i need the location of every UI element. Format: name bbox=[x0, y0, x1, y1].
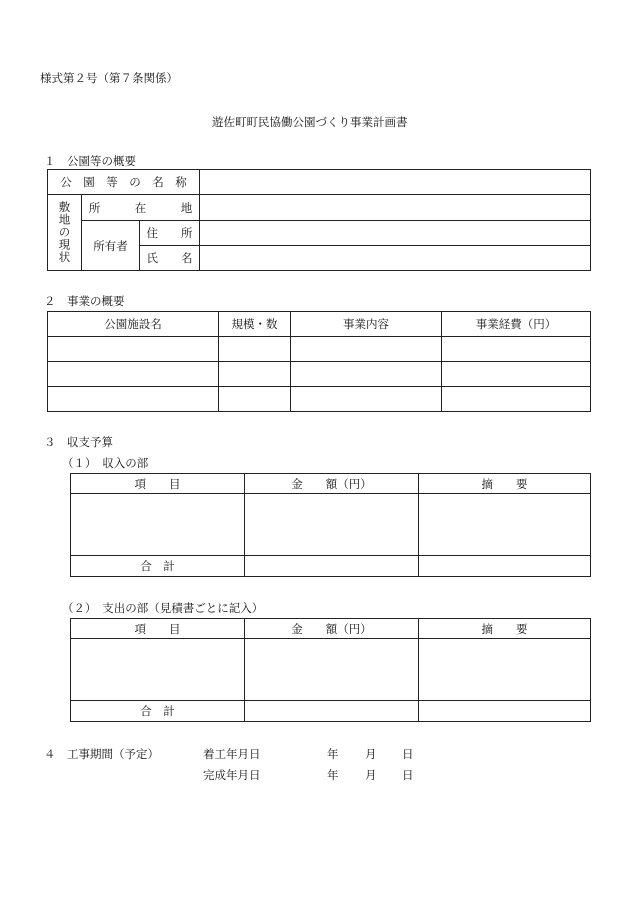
income-remarks-cell[interactable] bbox=[419, 494, 591, 556]
location-field[interactable] bbox=[200, 195, 591, 221]
owner-address-label: 住 所 bbox=[140, 221, 200, 246]
end-date-label: 完成年月日 bbox=[203, 768, 261, 782]
scale-cell[interactable] bbox=[219, 387, 291, 412]
start-month-unit: 月 bbox=[365, 747, 377, 761]
content-cell[interactable] bbox=[291, 337, 442, 362]
table-row bbox=[71, 494, 591, 556]
income-heading: （１） 収入の部 bbox=[62, 456, 149, 470]
expense-table bbox=[70, 618, 591, 722]
facility-name-cell[interactable] bbox=[48, 362, 219, 387]
section3-heading: ３ 収支予算 bbox=[44, 435, 113, 449]
content-cell[interactable] bbox=[291, 362, 442, 387]
cost-cell[interactable] bbox=[442, 387, 591, 412]
expense-total-label: 合 計 bbox=[71, 701, 245, 722]
table-row bbox=[71, 639, 591, 701]
start-date-label: 着工年月日 bbox=[203, 747, 261, 761]
section2-heading: ２ 事業の概要 bbox=[44, 294, 125, 308]
income-total-label: 合 計 bbox=[71, 556, 245, 577]
end-day-unit: 日 bbox=[402, 768, 414, 782]
site-status-label: 敷地の現状 bbox=[48, 195, 82, 271]
header-scale-count: 規模・数 bbox=[219, 312, 291, 337]
expense-header-amount: 金 額（円） bbox=[245, 619, 419, 639]
expense-header-item: 項 目 bbox=[71, 619, 245, 639]
table-row bbox=[48, 387, 591, 412]
document-title: 遊佐町町民協働公園づくり事業計画書 bbox=[212, 115, 408, 129]
table-row bbox=[48, 362, 591, 387]
content-cell[interactable] bbox=[291, 387, 442, 412]
owner-label: 所有者 bbox=[82, 221, 140, 271]
park-name-label: 公 園 等 の 名 称 bbox=[48, 170, 200, 195]
cost-cell[interactable] bbox=[442, 362, 591, 387]
income-table bbox=[70, 473, 591, 577]
header-project-cost: 事業経費（円） bbox=[442, 312, 591, 337]
income-item-cell[interactable] bbox=[71, 494, 245, 556]
income-header-remarks: 摘 要 bbox=[419, 474, 591, 494]
expense-heading: （２） 支出の部（見積書ごとに記入） bbox=[62, 601, 264, 615]
cost-cell[interactable] bbox=[442, 337, 591, 362]
table-row bbox=[48, 337, 591, 362]
income-total-amount[interactable] bbox=[245, 556, 419, 577]
expense-amount-cell[interactable] bbox=[245, 639, 419, 701]
facility-name-cell[interactable] bbox=[48, 337, 219, 362]
income-amount-cell[interactable] bbox=[245, 494, 419, 556]
section4-heading: ４ 工事期間（予定） bbox=[44, 747, 159, 761]
form-number: 様式第２号（第７条関係） bbox=[40, 71, 178, 85]
scale-cell[interactable] bbox=[219, 362, 291, 387]
income-header-item: 項 目 bbox=[71, 474, 245, 494]
expense-total-remarks[interactable] bbox=[419, 701, 591, 722]
owner-address-field[interactable] bbox=[200, 221, 591, 246]
location-label: 所 在 地 bbox=[82, 195, 200, 221]
header-facility-name: 公園施設名 bbox=[48, 312, 219, 337]
park-name-field[interactable] bbox=[200, 170, 591, 195]
expense-item-cell[interactable] bbox=[71, 639, 245, 701]
start-year-unit: 年 bbox=[327, 747, 339, 761]
expense-total-amount[interactable] bbox=[245, 701, 419, 722]
scale-cell[interactable] bbox=[219, 337, 291, 362]
expense-header-remarks: 摘 要 bbox=[419, 619, 591, 639]
owner-name-label: 氏 名 bbox=[140, 246, 200, 271]
income-total-remarks[interactable] bbox=[419, 556, 591, 577]
start-day-unit: 日 bbox=[402, 747, 414, 761]
expense-remarks-cell[interactable] bbox=[419, 639, 591, 701]
end-year-unit: 年 bbox=[327, 768, 339, 782]
owner-name-field[interactable] bbox=[200, 246, 591, 271]
park-overview-table bbox=[47, 169, 591, 271]
header-project-content: 事業内容 bbox=[291, 312, 442, 337]
end-month-unit: 月 bbox=[365, 768, 377, 782]
facility-name-cell[interactable] bbox=[48, 387, 219, 412]
project-overview-table bbox=[47, 311, 591, 412]
section1-heading: １ 公園等の概要 bbox=[44, 154, 136, 168]
income-header-amount: 金 額（円） bbox=[245, 474, 419, 494]
